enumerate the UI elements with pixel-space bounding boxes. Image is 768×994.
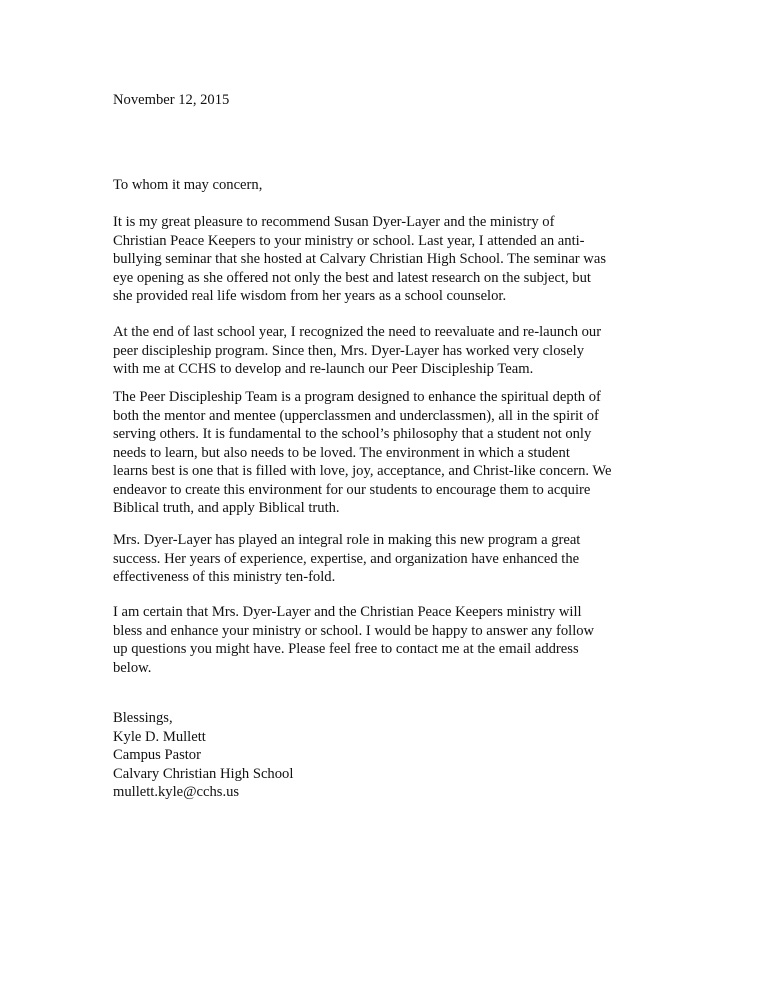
signer-name: Kyle D. Mullett bbox=[113, 728, 206, 745]
paragraph-line: Mrs. Dyer-Layer has played an integral role in making this new program a great bbox=[113, 532, 581, 548]
paragraph-line: both the mentor and mentee (upperclassmen and underclassmen), all in the spirit of bbox=[113, 407, 599, 424]
paragraph-line: endeavor to create this environment for our students to encourage them to acquire bbox=[113, 481, 591, 498]
paragraph-line: eye opening as she offered not only the best and latest research on the subject, but bbox=[113, 269, 591, 286]
salutation bbox=[113, 176, 262, 195]
paragraph-line: I am certain that Mrs. Dyer-Layer and the Christian Peace Keepers ministry will bbox=[113, 604, 582, 620]
paragraph-line: serving others. It is fundamental to the school’s philosophy that a student not only bbox=[113, 426, 592, 442]
paragraph-line: needs to learn, but also needs to be loved. The environment in which a student bbox=[113, 444, 570, 461]
paragraph-line: Biblical truth, and apply Biblical truth. bbox=[113, 500, 340, 516]
paragraph-2 bbox=[113, 323, 601, 379]
paragraph-line: success. Her years of experience, expertise, and organization have enhanced the bbox=[113, 550, 580, 567]
paragraph-line: Christian Peace Keepers to your ministry or school. Last year, I attended an anti- bbox=[113, 232, 585, 249]
salutation-text: To whom it may concern, bbox=[113, 177, 263, 193]
paragraph-3 bbox=[113, 388, 612, 518]
paragraph-line: she provided real life wisdom from her years as a school counselor. bbox=[113, 288, 507, 304]
signer-email[interactable]: mullett.kyle@cchs.us bbox=[113, 784, 240, 800]
paragraph-line: up questions you might have. Please feel free to contact me at the email address bbox=[113, 641, 579, 657]
closing-salutation: Blessings, bbox=[113, 710, 173, 726]
paragraph-line: bless and enhance your ministry or school. I would be happy to answer any follow bbox=[113, 622, 595, 639]
paragraph-line: peer discipleship program. Since then, Mrs. Dyer-Layer has worked very closely bbox=[113, 342, 585, 359]
paragraph-1 bbox=[113, 213, 606, 306]
paragraph-4 bbox=[113, 531, 580, 587]
paragraph-line: learns best is one that is filled with love, joy, acceptance, and Christ-like concern. We bbox=[113, 463, 612, 479]
paragraph-line: with me at CCHS to develop and re-launch our Peer Discipleship Team. bbox=[113, 361, 534, 377]
paragraph-line: below. bbox=[113, 659, 152, 676]
signer-title: Campus Pastor bbox=[113, 747, 201, 763]
paragraph-line: bullying seminar that she hosted at Calvary Christian High School. The seminar was bbox=[113, 251, 606, 267]
date-text: November 12, 2015 bbox=[113, 92, 230, 108]
paragraph-5 bbox=[113, 603, 594, 677]
signature-block bbox=[113, 709, 293, 802]
paragraph-line: effectiveness of this ministry ten-fold. bbox=[113, 569, 336, 585]
letter-date bbox=[113, 91, 229, 110]
paragraph-line: At the end of last school year, I recognized the need to reevaluate and re-launch our bbox=[113, 324, 602, 340]
paragraph-line: It is my great pleasure to recommend Susan Dyer-Layer and the ministry of bbox=[113, 214, 555, 230]
paragraph-line: The Peer Discipleship Team is a program designed to enhance the spiritual depth of bbox=[113, 389, 601, 405]
signer-organization: Calvary Christian High School bbox=[113, 765, 294, 782]
